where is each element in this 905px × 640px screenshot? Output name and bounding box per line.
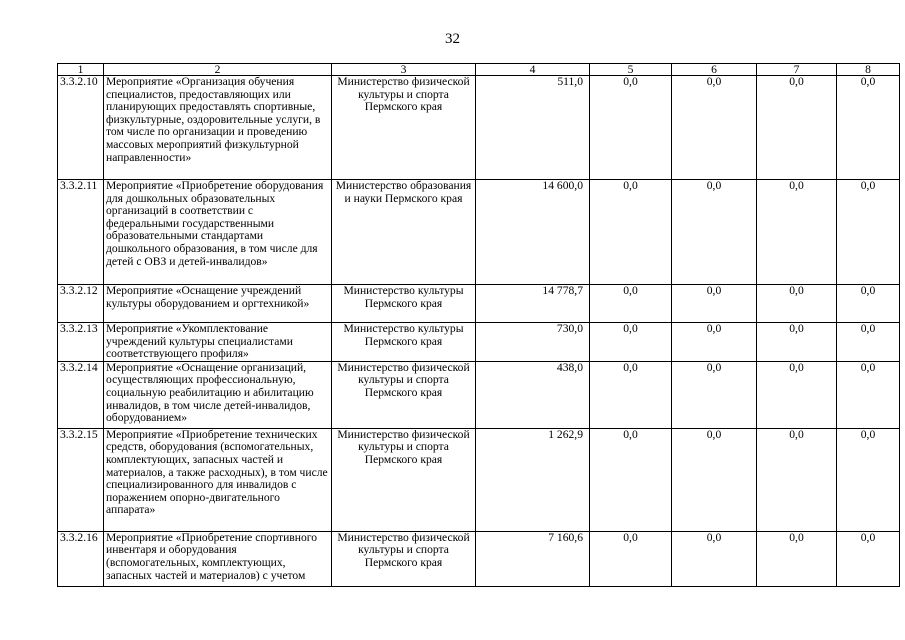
column-header: 4 bbox=[476, 64, 590, 76]
activity-executor: Министерство физической культуры и спорта Пермского края bbox=[332, 428, 476, 531]
activity-description: Мероприятие «Организация обучения специалистов, предоставляющих или планирующих предоставлять спортивные, физкультурные, оздоровительные услуги, в том числе по организации и проведению массовых мероприятий физкультурной направленности» bbox=[104, 76, 332, 180]
activity-description: Мероприятие «Приобретение технических средств, оборудования (вспомогательных, комплектующих, запасных частей и материалов, а также расходных), в том числе специализированного для инвалидов с поражением опорно-двигательного аппарата» bbox=[104, 428, 332, 531]
amount-cell: 730,0 bbox=[476, 323, 590, 362]
amount-cell: 0,0 bbox=[837, 285, 900, 323]
activity-executor: Министерство физической культуры и спорта Пермского края bbox=[332, 361, 476, 428]
column-header: 8 bbox=[837, 64, 900, 76]
column-header: 2 bbox=[104, 64, 332, 76]
table-row bbox=[58, 285, 900, 323]
activity-code: 3.3.2.16 bbox=[58, 531, 104, 586]
amount-cell: 0,0 bbox=[590, 361, 672, 428]
activity-description: Мероприятие «Приобретение оборудования для дошкольных образовательных организаций в соответствии с федеральными государственными образовательными стандартами дошкольного образования, в том числе для детей с ОВЗ и детей-инвалидов» bbox=[104, 180, 332, 285]
activity-description: Мероприятие «Оснащение учреждений культуры оборудованием и оргтехникой» bbox=[104, 285, 332, 323]
activity-executor: Министерство культуры Пермского края bbox=[332, 285, 476, 323]
amount-cell: 0,0 bbox=[672, 323, 757, 362]
table-row bbox=[58, 361, 900, 428]
activity-code: 3.3.2.11 bbox=[58, 180, 104, 285]
column-header: 5 bbox=[590, 64, 672, 76]
column-header: 3 bbox=[332, 64, 476, 76]
amount-cell: 0,0 bbox=[837, 428, 900, 531]
amount-cell: 0,0 bbox=[757, 323, 837, 362]
activity-description: Мероприятие «Приобретение спортивного инвентаря и оборудования (вспомогательных, комплектующих, запасных частей и материалов) с учетом bbox=[104, 531, 332, 586]
column-header: 6 bbox=[672, 64, 757, 76]
amount-cell: 0,0 bbox=[837, 361, 900, 428]
activity-code: 3.3.2.15 bbox=[58, 428, 104, 531]
amount-cell: 0,0 bbox=[590, 428, 672, 531]
amount-cell: 0,0 bbox=[590, 76, 672, 180]
activity-code: 3.3.2.14 bbox=[58, 361, 104, 428]
amount-cell: 0,0 bbox=[837, 531, 900, 586]
amount-cell: 1 262,9 bbox=[476, 428, 590, 531]
amount-cell: 0,0 bbox=[757, 531, 837, 586]
amount-cell: 0,0 bbox=[757, 285, 837, 323]
amount-cell: 0,0 bbox=[590, 285, 672, 323]
table-row bbox=[58, 531, 900, 586]
amount-cell: 7 160,6 bbox=[476, 531, 590, 586]
amount-cell: 0,0 bbox=[672, 361, 757, 428]
amount-cell: 0,0 bbox=[672, 428, 757, 531]
column-number-header-row bbox=[58, 64, 900, 76]
amount-cell: 0,0 bbox=[590, 180, 672, 285]
activity-executor: Министерство физической культуры и спорта Пермского края bbox=[332, 76, 476, 180]
amount-cell: 0,0 bbox=[837, 76, 900, 180]
amount-cell: 0,0 bbox=[672, 531, 757, 586]
amount-cell: 0,0 bbox=[590, 531, 672, 586]
program-activities-table bbox=[57, 63, 900, 587]
activity-executor: Министерство физической культуры и спорта Пермского края bbox=[332, 531, 476, 586]
amount-cell: 0,0 bbox=[757, 180, 837, 285]
amount-cell: 0,0 bbox=[757, 428, 837, 531]
activity-executor: Министерство образования и науки Пермского края bbox=[332, 180, 476, 285]
column-header: 7 bbox=[757, 64, 837, 76]
amount-cell: 0,0 bbox=[672, 285, 757, 323]
amount-cell: 438,0 bbox=[476, 361, 590, 428]
amount-cell: 511,0 bbox=[476, 76, 590, 180]
amount-cell: 14 778,7 bbox=[476, 285, 590, 323]
activity-description: Мероприятие «Укомплектование учреждений культуры специалистами соответствующего профиля» bbox=[104, 323, 332, 362]
table-row bbox=[58, 76, 900, 180]
activity-code: 3.3.2.13 bbox=[58, 323, 104, 362]
activity-code: 3.3.2.10 bbox=[58, 76, 104, 180]
amount-cell: 14 600,0 bbox=[476, 180, 590, 285]
table-row bbox=[58, 323, 900, 362]
amount-cell: 0,0 bbox=[837, 323, 900, 362]
activity-description: Мероприятие «Оснащение организаций, осуществляющих профессиональную, социальную реабилитацию и абилитацию инвалидов, в том числе детей-инвалидов, оборудованием» bbox=[104, 361, 332, 428]
amount-cell: 0,0 bbox=[757, 361, 837, 428]
page-number: 32 bbox=[445, 31, 460, 47]
column-header: 1 bbox=[58, 64, 104, 76]
amount-cell: 0,0 bbox=[590, 323, 672, 362]
table-row bbox=[58, 180, 900, 285]
amount-cell: 0,0 bbox=[672, 180, 757, 285]
amount-cell: 0,0 bbox=[672, 76, 757, 180]
activity-executor: Министерство культуры Пермского края bbox=[332, 323, 476, 362]
amount-cell: 0,0 bbox=[837, 180, 900, 285]
activity-code: 3.3.2.12 bbox=[58, 285, 104, 323]
amount-cell: 0,0 bbox=[757, 76, 837, 180]
table-row bbox=[58, 428, 900, 531]
